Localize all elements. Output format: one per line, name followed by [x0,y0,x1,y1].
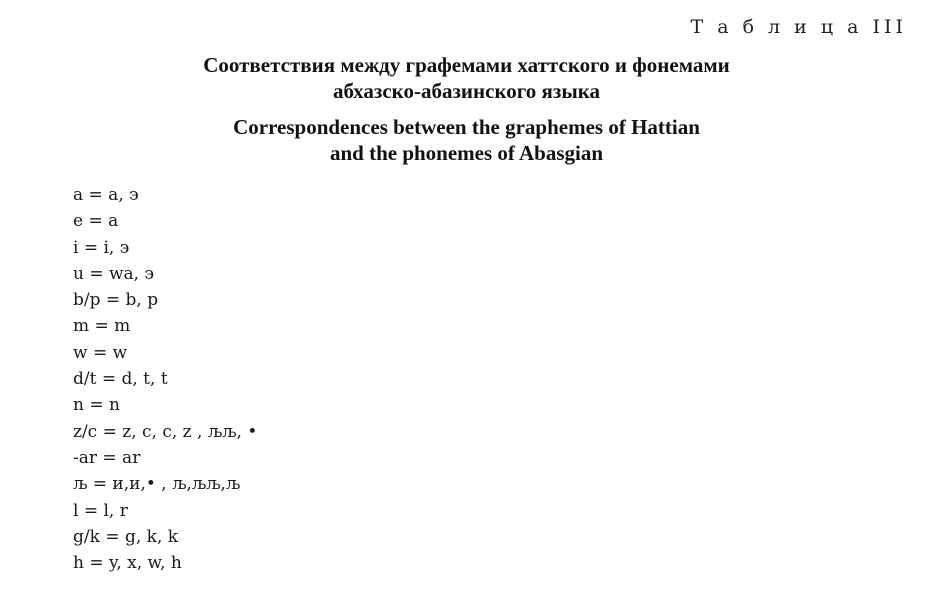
title-ru-line-2: абхазско-абазинского языка [332,79,601,103]
correspondence-list [73,182,257,576]
correspondence-item: w = w [73,342,128,363]
correspondence-item: e = a [73,211,119,232]
title-block [0,52,933,166]
correspondence-item: u = wa, э [73,263,155,284]
correspondence-item: z/c = z, c, c, z , љљ, • [73,421,258,442]
correspondence-item: a = a, э [73,185,139,205]
correspondence-item: i = i, э [73,237,130,258]
title-en-line-1: Correspondences between the graphemes of Hattian [233,115,700,139]
title-english [0,114,933,166]
correspondence-item: d/t = d, t, t [73,369,168,390]
correspondence-item: b/p = b, p [73,290,159,311]
table-label: Т а б л и ц а III [690,16,907,38]
title-russian [0,52,933,104]
correspondence-item: -ar = ar [73,447,141,468]
correspondence-item: l = l, r [73,500,128,521]
correspondence-item: љ = и,и,• , љ,љљ,љ [73,474,241,495]
correspondence-item: m = m [73,316,131,337]
correspondence-item: n = n [73,395,120,416]
correspondence-item: g/k = g, k, k [73,526,179,547]
title-ru-line-1: Соответствия между графемами хаттского и фонемами [203,53,730,77]
title-en-line-2: and the phonemes of Abasgian [329,141,604,165]
correspondence-item: h = y, x, w, h [73,553,182,574]
